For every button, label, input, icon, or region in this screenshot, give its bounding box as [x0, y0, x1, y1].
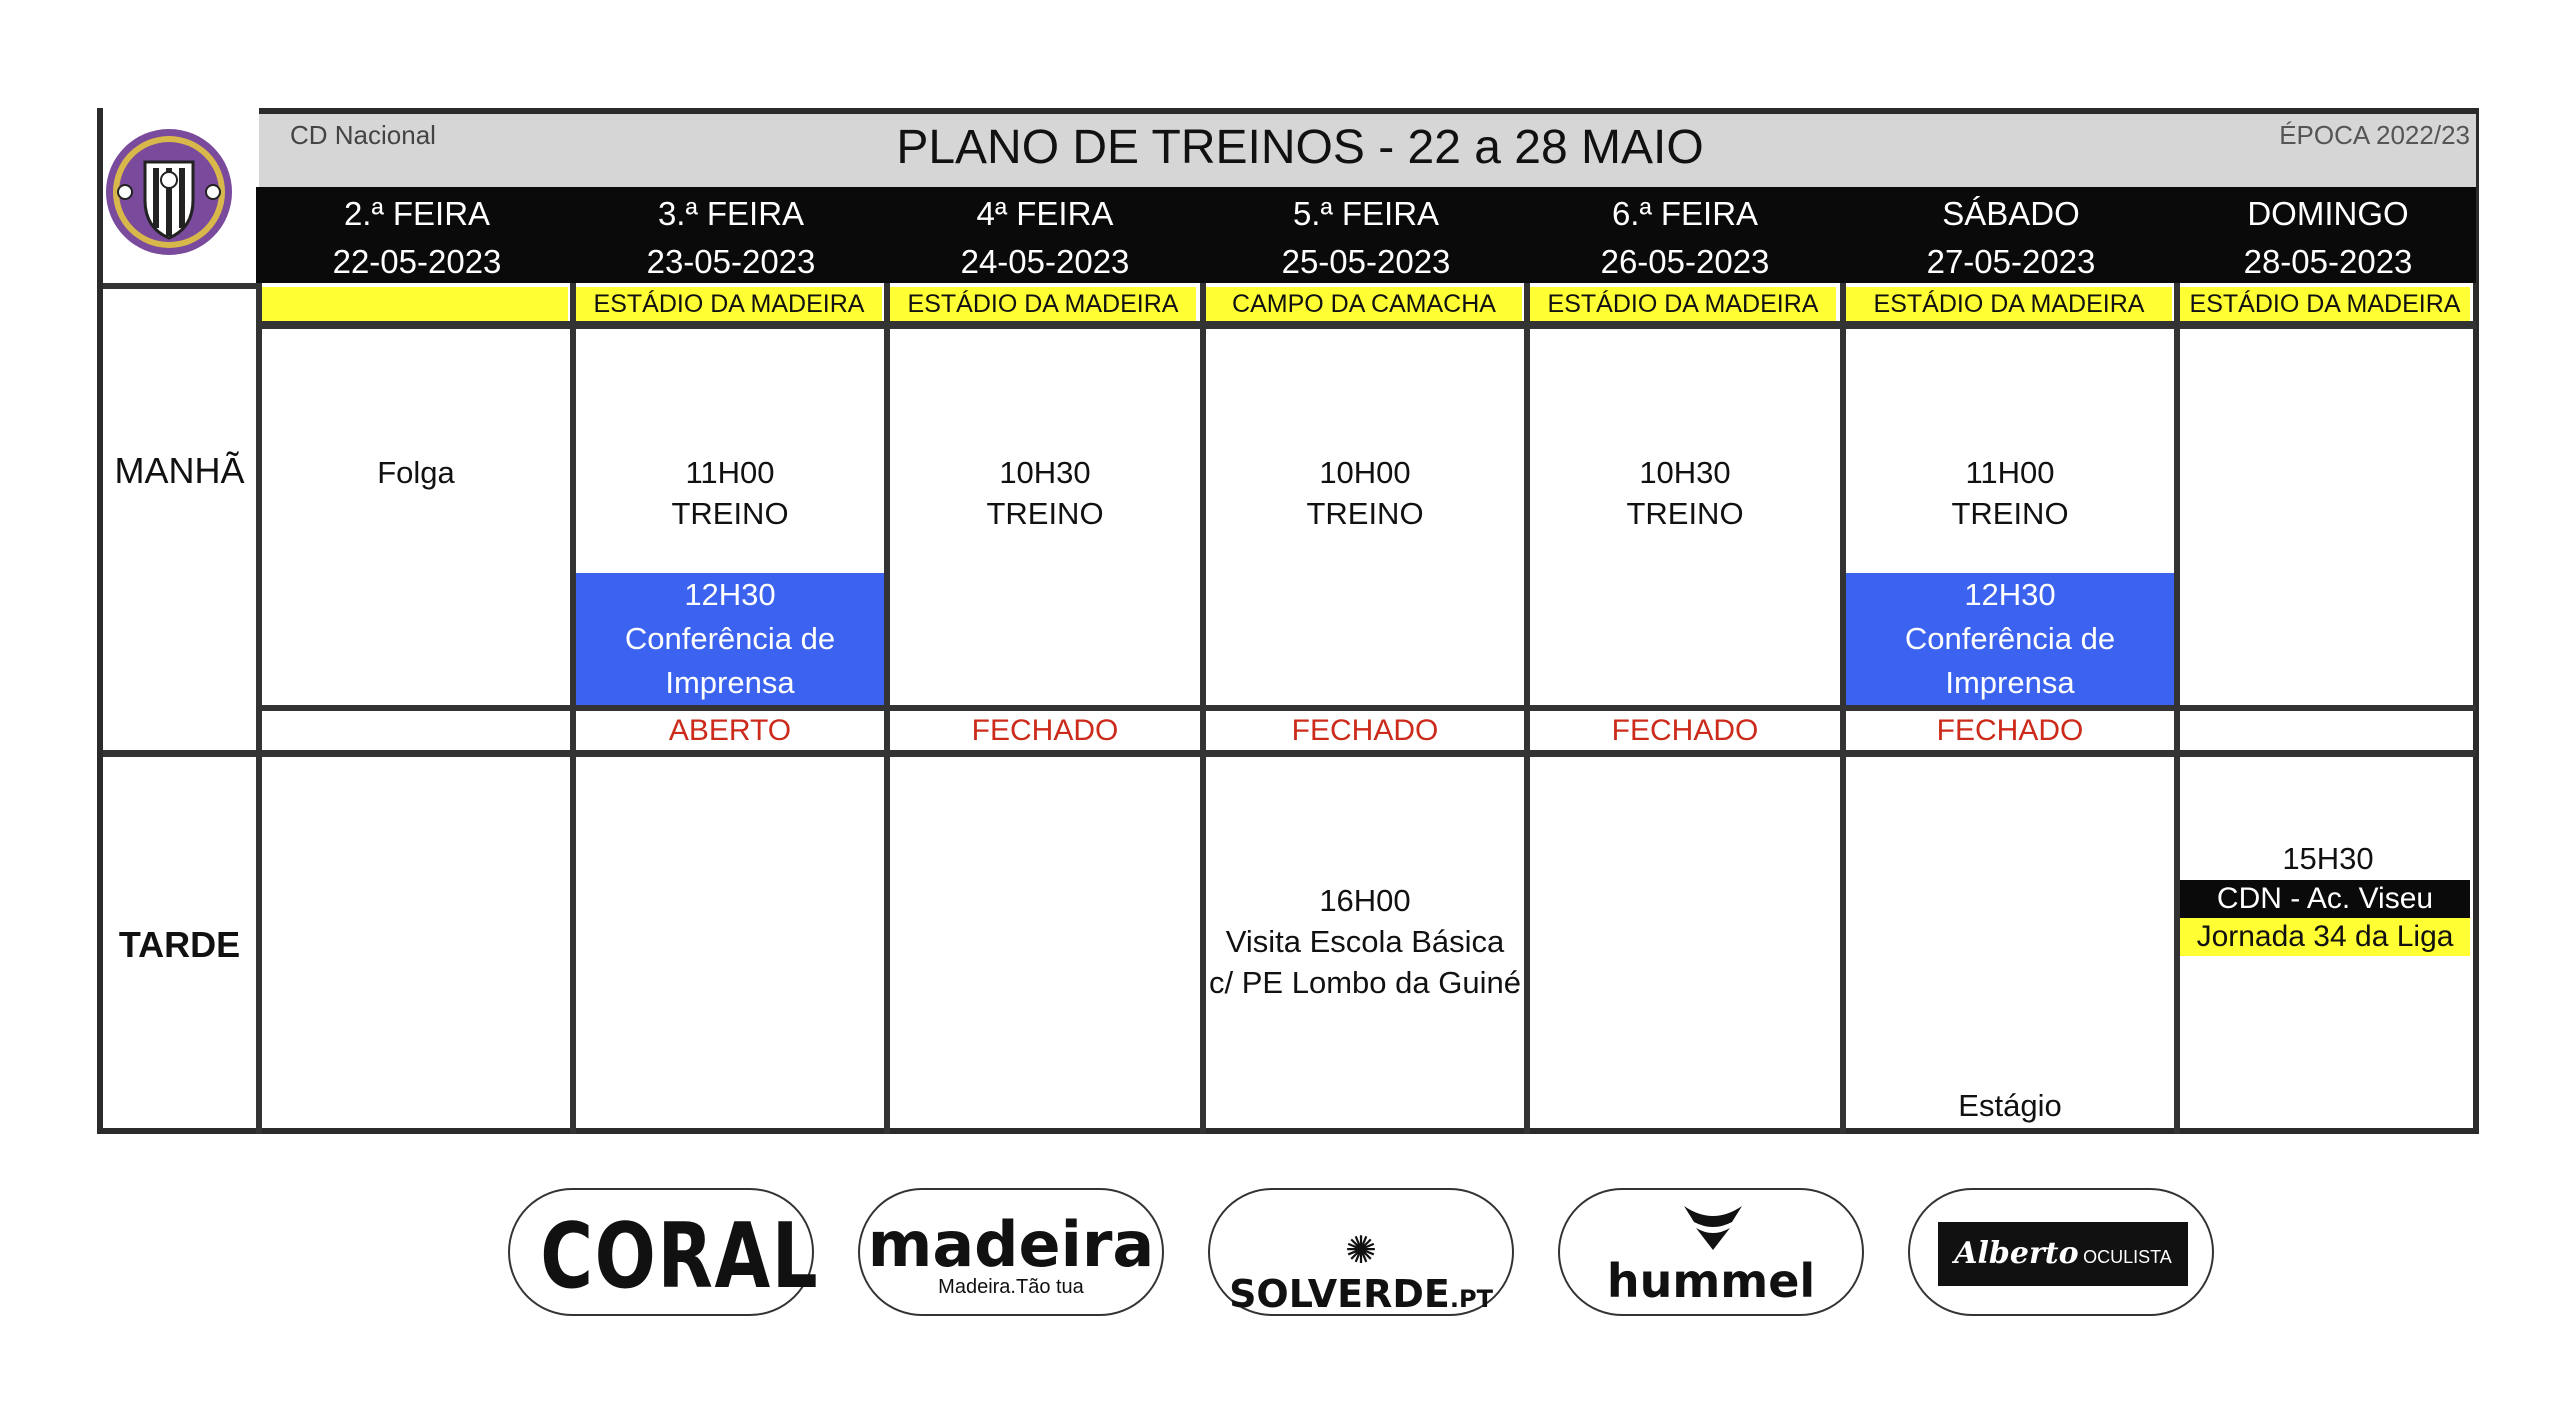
club-name: CD Nacional	[290, 120, 436, 150]
sponsor-solverde-text: SOLVERDE	[1229, 1272, 1450, 1316]
afternoon-sun-time: 15H30	[2282, 841, 2374, 876]
press-label: Conferência de	[624, 621, 836, 656]
venue-sun: ESTÁDIO DA MADEIRA	[2180, 287, 2470, 321]
day-header-thu	[1206, 190, 1526, 286]
session-label: TREINO	[671, 496, 789, 531]
day-date: 25-05-2023	[1281, 243, 1451, 280]
status-tue: ABERTO	[668, 714, 792, 747]
day-header-fri	[1530, 190, 1840, 286]
venue-tue: ESTÁDIO DA MADEIRA	[576, 287, 882, 321]
sponsor-madeira-logo: madeira	[867, 1208, 1155, 1281]
press-label: Imprensa	[1945, 665, 2075, 700]
day-date: 24-05-2023	[960, 243, 1130, 280]
sponsor-solverde-suffix: .PT	[1449, 1285, 1493, 1313]
afternoon-sat-note: Estágio	[1958, 1088, 2062, 1123]
sponsor-madeira-tagline: Madeira.Tão tua	[938, 1276, 1084, 1298]
session-label: TREINO	[1626, 496, 1744, 531]
sponsor-coral-logo: CORAL	[540, 1204, 820, 1309]
morning-mon: Folga	[377, 455, 455, 490]
status-thu: FECHADO	[1291, 714, 1439, 747]
day-header-sat	[1846, 190, 2176, 286]
grid-line	[256, 321, 2476, 329]
sponsor-alberto	[1908, 1188, 2214, 1316]
press-time: 12H30	[1964, 577, 2056, 612]
session-time: 10H00	[1319, 455, 1411, 490]
press-label: Imprensa	[665, 665, 795, 700]
day-header-tue	[576, 190, 886, 286]
day-header-mon	[262, 190, 572, 286]
press-conference-sat	[1846, 573, 2174, 705]
day-header-wed	[890, 190, 1200, 286]
day-date: 26-05-2023	[1600, 243, 1770, 280]
afternoon-thu	[1206, 880, 1524, 1003]
session-label: TREINO	[1951, 496, 2069, 531]
day-name: 3.ª FEIRA	[657, 195, 805, 232]
season-label: ÉPOCA 2022/23	[2279, 120, 2470, 150]
session-time: 10H30	[999, 455, 1091, 490]
day-name: 6.ª FEIRA	[1611, 195, 1759, 232]
day-name: 5.ª FEIRA	[1292, 195, 1440, 232]
press-conference-tue	[576, 573, 884, 705]
day-name: DOMINGO	[2247, 195, 2409, 232]
venue-fri: ESTÁDIO DA MADEIRA	[1530, 287, 1836, 321]
session-label: TREINO	[1306, 496, 1424, 531]
status-wed: FECHADO	[971, 714, 1119, 747]
session-time: 11H00	[685, 455, 775, 490]
sponsor-hummel-logo: hummel	[1606, 1254, 1816, 1308]
session-time: 16H00	[1319, 883, 1411, 918]
sponsor-alberto-name: Alberto	[1954, 1236, 2079, 1271]
day-date: 28-05-2023	[2243, 243, 2413, 280]
sponsor-coral	[508, 1188, 820, 1316]
sponsor-solverde-logo	[1210, 1228, 1512, 1316]
solverde-sun-icon: ✺	[1345, 1228, 1377, 1272]
grid-line	[103, 750, 2476, 757]
session-time: 11H00	[1965, 455, 2055, 490]
day-date: 22-05-2023	[332, 243, 502, 280]
day-name: SÁBADO	[1942, 195, 2080, 232]
round-label: Jornada 34 da Liga	[2180, 918, 2470, 956]
venue-sat: ESTÁDIO DA MADEIRA	[1846, 287, 2172, 321]
press-label: Conferência de	[1904, 621, 2116, 656]
press-time: 12H30	[684, 577, 776, 612]
day-date: 27-05-2023	[1926, 243, 2096, 280]
sponsor-hummel	[1558, 1188, 1864, 1316]
venue-mon	[262, 287, 568, 321]
match-label: CDN - Ac. Viseu	[2180, 880, 2470, 918]
morning-fri	[1530, 452, 1840, 534]
session-label: c/ PE Lombo da Guiné	[1209, 965, 1521, 1000]
morning-wed	[890, 452, 1200, 534]
day-header-sun	[2180, 190, 2476, 286]
status-fri: FECHADO	[1611, 714, 1759, 747]
session-label: TREINO	[986, 496, 1104, 531]
sponsor-madeira	[858, 1188, 1164, 1316]
session-time: 10H30	[1639, 455, 1731, 490]
page-title: PLANO DE TREINOS - 22 a 28 MAIO	[896, 121, 1704, 174]
club-crest-icon	[103, 108, 259, 286]
status-sat: FECHADO	[1936, 714, 2084, 747]
day-date: 23-05-2023	[646, 243, 816, 280]
sponsor-alberto-suffix: OCULISTA	[2083, 1247, 2172, 1267]
row-label-morning: MANHÃ	[114, 450, 245, 491]
sponsor-solverde	[1208, 1188, 1514, 1316]
venue-thu: CAMPO DA CAMACHA	[1206, 287, 1522, 321]
sponsor-alberto-logo	[1938, 1222, 2188, 1286]
day-name: 4ª FEIRA	[976, 195, 1114, 232]
session-label: Visita Escola Básica	[1225, 924, 1505, 959]
morning-thu	[1206, 452, 1524, 534]
club-logo-box	[103, 108, 259, 286]
hummel-bee-icon	[1680, 1200, 1746, 1256]
grid-line	[103, 283, 256, 289]
day-name: 2.ª FEIRA	[343, 195, 491, 232]
morning-sat	[1846, 452, 2174, 534]
morning-tue	[576, 452, 884, 534]
row-label-afternoon: TARDE	[118, 924, 241, 965]
venue-wed: ESTÁDIO DA MADEIRA	[890, 287, 1196, 321]
